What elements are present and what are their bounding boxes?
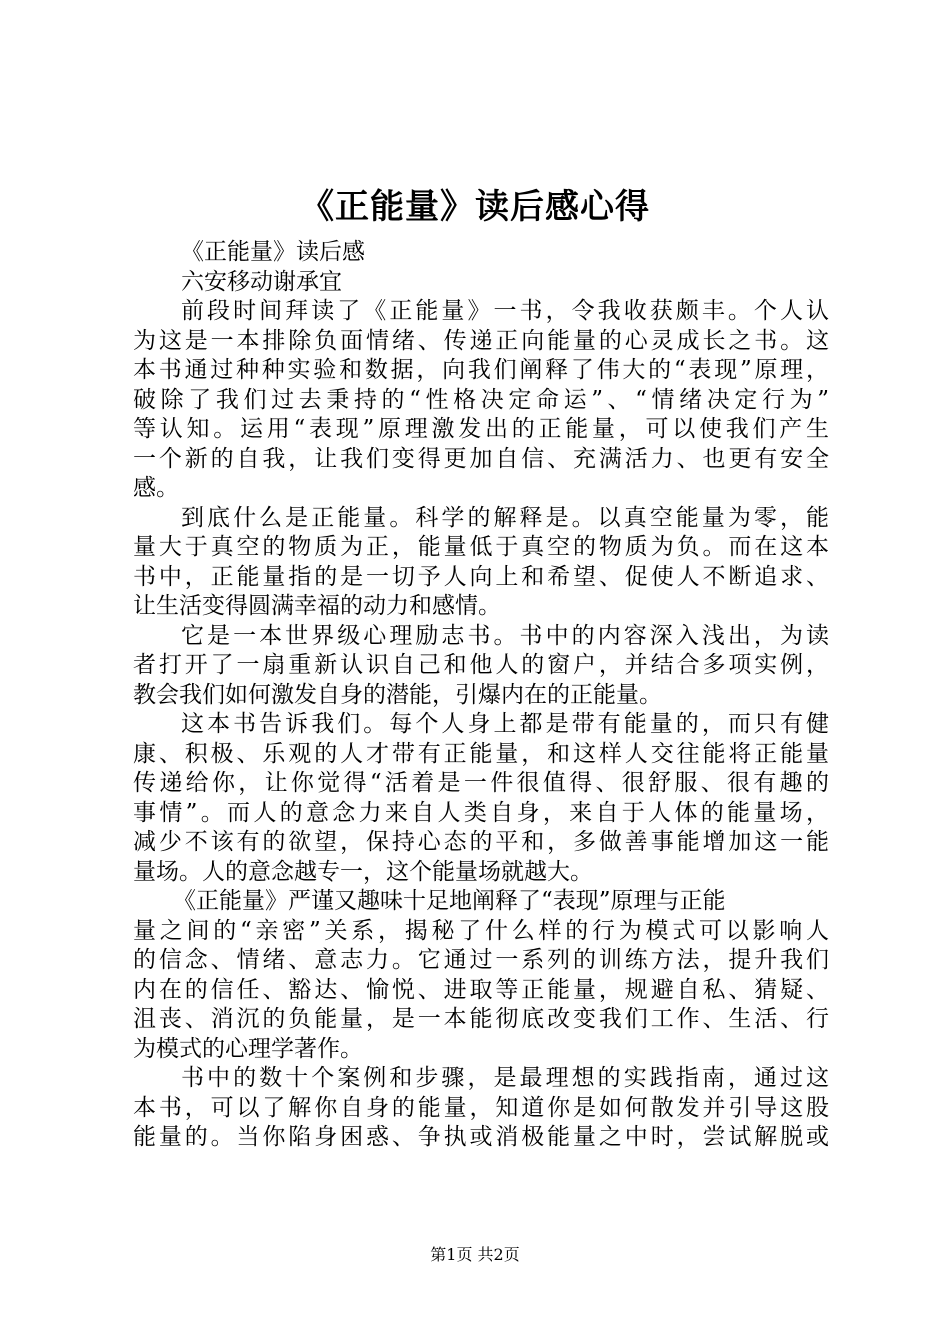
text-line: 减少不该有的欲望，保持心态的平和，多做善事能增加这一能: [133, 829, 829, 855]
text-line: 感。: [133, 475, 179, 501]
text-line: 内在的信任、豁达、愉悦、进取等正能量，规避自私、猜疑、: [133, 976, 829, 1003]
text-line: 前段时间拜读了《正能量》一书，令我收获颇丰。个人认: [181, 298, 829, 324]
text-line: 本书，可以了解你自身的能量，知道你是如何散发并引导这股: [133, 1094, 829, 1121]
text-line: 康、积极、乐观的人才带有正能量，和这样人交往能将正能量: [133, 740, 829, 767]
text-line: 量场。人的意念越专一，这个能量场就越大。: [133, 858, 593, 885]
document-body: [133, 238, 829, 1153]
text-line: 这本书告诉我们。每个人身上都是带有能量的，而只有健: [181, 711, 829, 737]
text-line: 传递给你，让你觉得“活着是一件很值得、很舒服、很有趣的: [133, 770, 829, 796]
text-line: 本书通过种种实验和数据，向我们阐释了伟大的“表现”原理，: [133, 357, 829, 383]
text-line: 能量的。当你陷身困惑、争执或消极能量之中时，尝试解脱或: [133, 1124, 829, 1150]
document-title: 《正能量》读后感心得: [300, 187, 650, 227]
text-line: 为这是一本排除负面情绪、传递正向能量的心灵成长之书。这: [133, 327, 829, 354]
text-line: 事情”。而人的意念力来自人类自身，来自于人体的能量场，: [133, 799, 829, 826]
text-line: 为模式的心理学著作。: [133, 1035, 363, 1062]
text-line: 的信念、情绪、意志力。它通过一系列的训练方法，提升我们: [133, 947, 829, 973]
text-line: 等认知。运用“表现”原理激发出的正能量，可以使我们产生: [133, 416, 829, 442]
document-subtitle: 《正能量》读后感: [181, 239, 365, 265]
text-line: 书中，正能量指的是一切予人向上和希望、促使人不断追求、: [133, 563, 829, 590]
text-line: 破除了我们过去秉持的“性格决定命运”、“情绪决定行为”: [133, 386, 829, 413]
paragraph-lines: [133, 297, 829, 1153]
text-line: 到底什么是正能量。科学的解释是。以真空能量为零，能: [181, 504, 829, 531]
text-line: 《正能量》严谨又趣味十足地阐释了“表现”原理与正能: [173, 888, 726, 914]
text-line: 书中的数十个案例和步骤，是最理想的实践指南，通过这: [181, 1065, 829, 1091]
text-line: 者打开了一扇重新认识自己和他人的窗户，并结合多项实例，: [133, 652, 829, 678]
text-line: 一个新的自我，让我们变得更加自信、充满活力、也更有安全: [133, 445, 829, 472]
document-author: 六安移动谢承宜: [181, 268, 342, 295]
text-line: 教会我们如何激发自身的潜能，引爆内在的正能量。: [133, 681, 662, 708]
text-line: 量大于真空的物质为正，能量低于真空的物质为负。而在这本: [133, 534, 829, 560]
text-line: 沮丧、消沉的负能量，是一本能彻底改变我们工作、生活、行: [133, 1006, 829, 1032]
text-line: 它是一本世界级心理励志书。书中的内容深入浅出，为读: [181, 622, 829, 649]
text-line: 量之间的“亲密”关系，揭秘了什么样的行为模式可以影响人: [133, 917, 829, 944]
text-line: 让生活变得圆满幸福的动力和感情。: [133, 593, 501, 619]
page-footer: 第1页 共2页: [430, 1245, 520, 1264]
